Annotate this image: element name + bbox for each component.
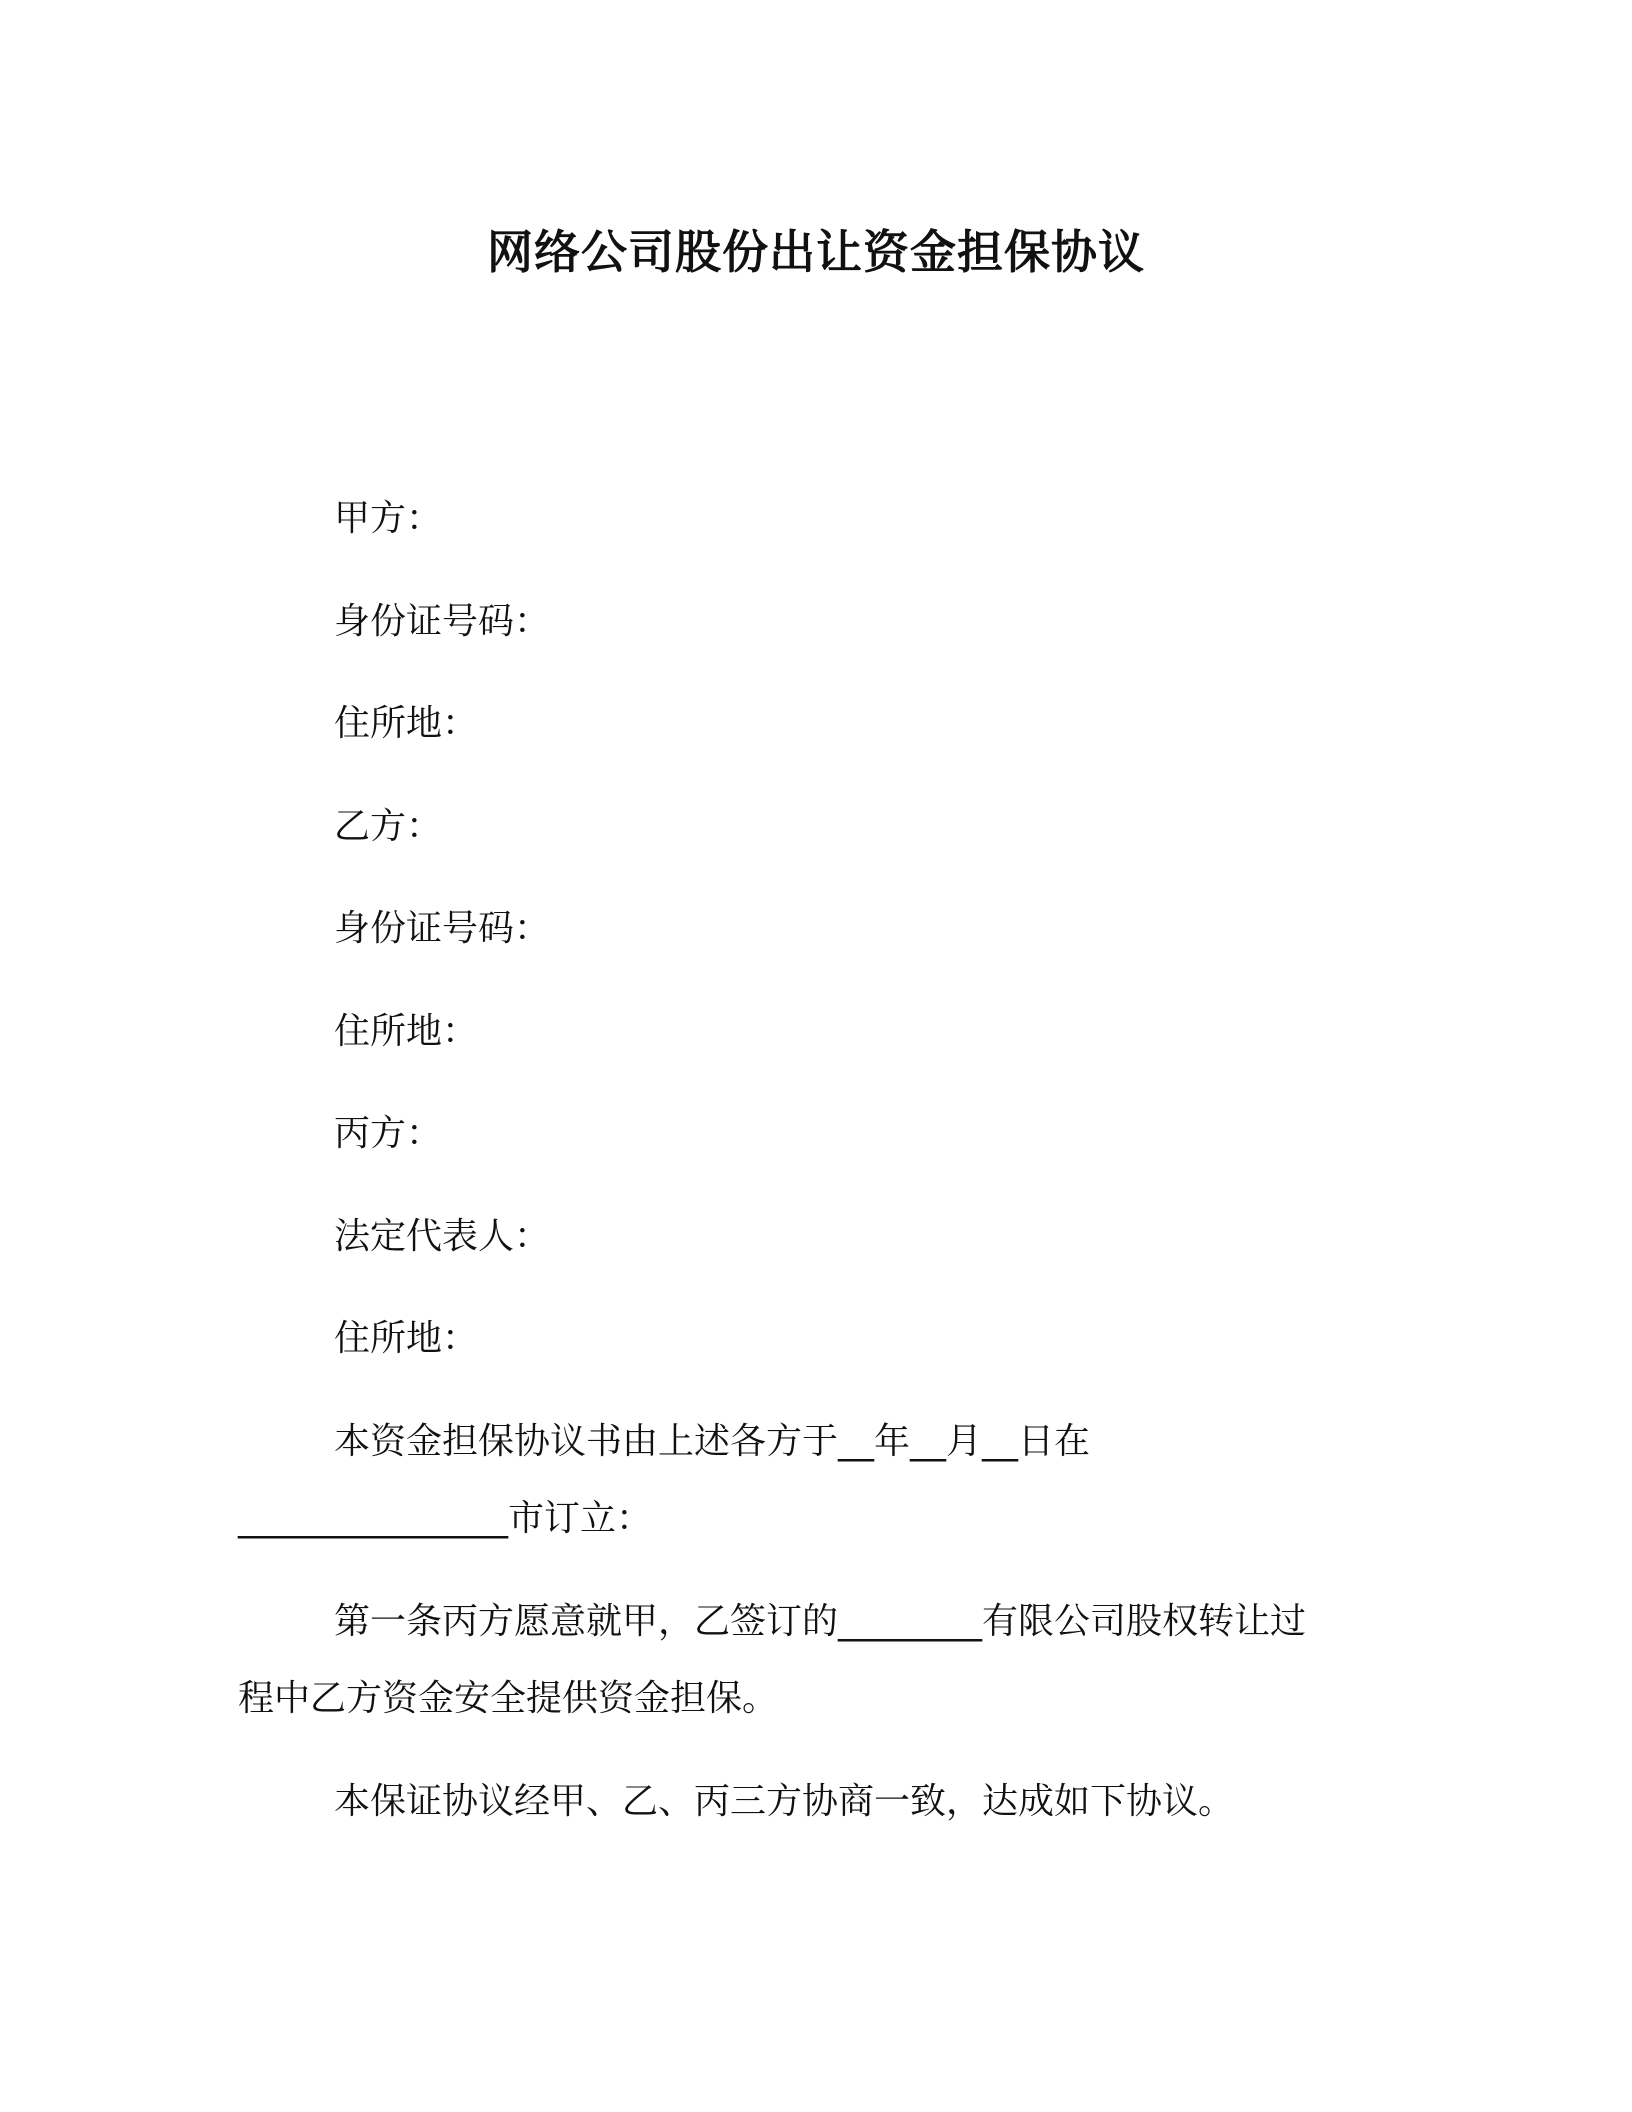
- party-a-address-label: 住所地：: [334, 703, 479, 744]
- party-c-address-label: 住所地：: [334, 1318, 479, 1359]
- agreement-consensus-line: 本保证协议经甲、乙、丙三方协商一致，达成如下协议。: [334, 1781, 1235, 1822]
- party-c-label: 丙方：: [334, 1113, 443, 1154]
- document-title: 网络公司股份出让资金担保协议: [487, 225, 1145, 279]
- party-b-id-label: 身份证号码：: [334, 908, 551, 949]
- legal-representative-label: 法定代表人：: [334, 1216, 551, 1257]
- agreement-place-line: _______________市订立：: [238, 1498, 653, 1539]
- party-b-address-label: 住所地：: [334, 1011, 479, 1052]
- agreement-date-line: 本资金担保协议书由上述各方于__年__月__日在: [334, 1421, 1091, 1462]
- article-one-line1: 第一条丙方愿意就甲，乙签订的________有限公司股权转让过: [334, 1601, 1307, 1642]
- party-b-label: 乙方：: [334, 806, 443, 847]
- article-one-line2: 程中乙方资金安全提供资金担保。: [238, 1678, 779, 1719]
- party-a-label: 甲方：: [334, 498, 443, 539]
- party-a-id-label: 身份证号码：: [334, 601, 551, 642]
